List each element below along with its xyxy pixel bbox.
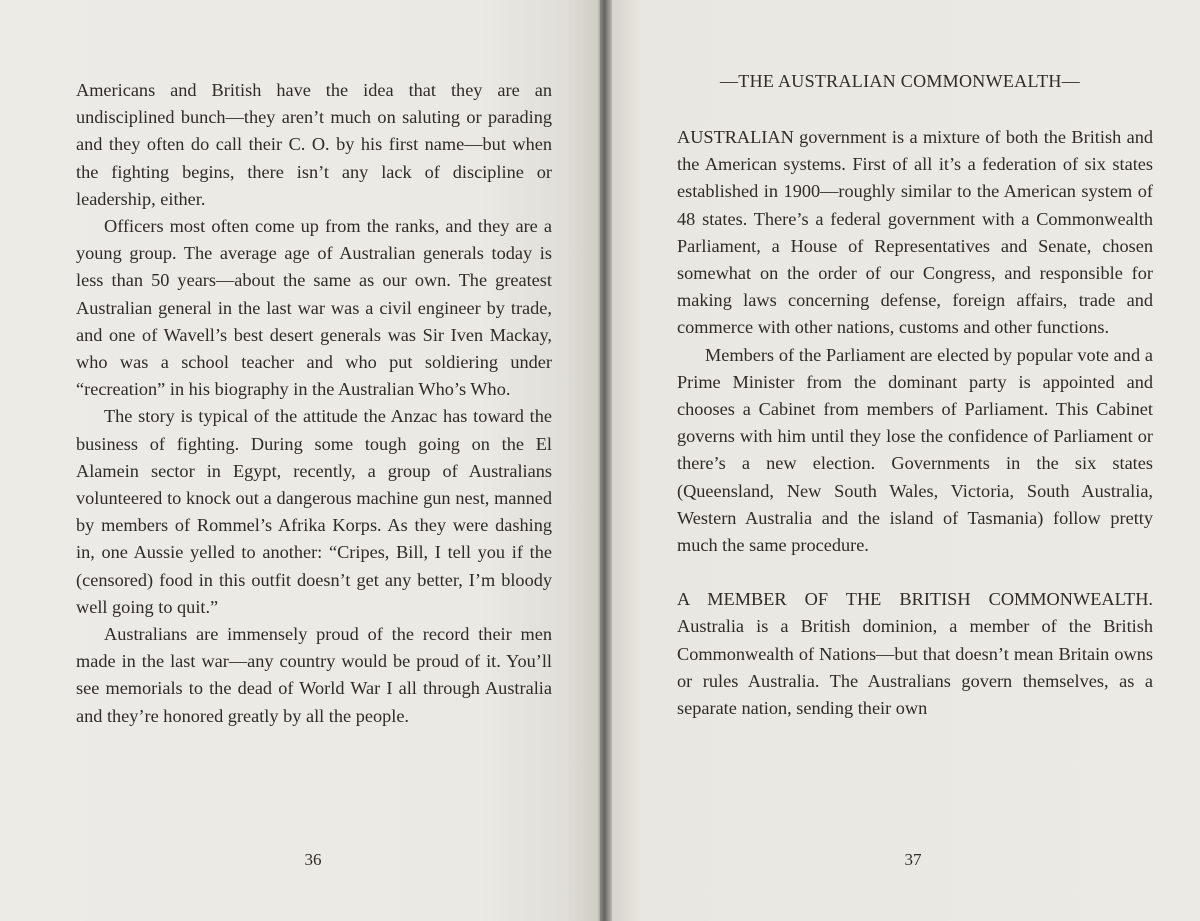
left-paragraph-2: Officers most often come up from the ranks, and they are a young group. The average age of Australian generals today is less than 50 years—about the same as our own. The greatest Australian general in the last war was a civil engineer by trade, and one of Wavell’s best desert generals was Sir Iven Mackay, who was a school teacher and who put soldiering under “recreation” in his biography in the Australian Who’s Who. [76, 216, 552, 400]
right-page [600, 0, 1200, 921]
right-page-number: 37 [904, 850, 922, 869]
section-gap [677, 559, 1153, 586]
book-gutter [598, 0, 612, 921]
right-paragraph-2: Members of the Parliament are elected by popular vote and a Prime Minister from the dominant party is appointed and chooses a Cabinet from members of Parliament. This Cabinet governs with him until they lose the confidence of Parliament or there’s a new election. Governments in the six states (Queensland, New South Wales, Victoria, South Australia, Western Australia and the island of Tasmania) follow pretty much the same procedure. [677, 344, 1153, 556]
left-page-number: 36 [304, 850, 322, 869]
left-paragraph-4: Australians are immensely proud of the record their men made in the last war—any country would be proud of it. You’ll see memorials to the dead of World War I all through Australia and they’re honored greatly by all the people. [76, 624, 552, 726]
left-page-body [76, 77, 552, 730]
left-paragraph-1: Americans and British have the idea that they are an undisciplined bunch—they aren’t much on saluting or parading and they often do call their C. O. by his first name—but when the fighting begins, there isn’t any lack of discipline or leadership, either. [76, 80, 552, 209]
right-paragraph-3: A MEMBER OF THE BRITISH COMMONWEALTH. Australia is a British dominion, a member of the British Commonwealth of Nations—but that doesn’t mean Britain owns or rules Australia. The Australians govern themselves, as a separate nation, sending their own [677, 589, 1153, 719]
left-paragraph-3: The story is typical of the attitude the Anzac has toward the business of fighting. During some tough going on the El Alamein sector in Egypt, recently, a group of Australians volunteered to knock out a dangerous machine gun nest, manned by members of Rommel’s Afrika Korps. As they were dashing in, one Aussie yelled to another: “Cripes, Bill, I tell you if the (censored) food in this outfit doesn’t get any better, I’m bloody well going to quit.” [76, 406, 552, 617]
running-head: —THE AUSTRALIAN COMMONWEALTH— [719, 71, 1081, 91]
right-paragraph-1: AUSTRALIAN government is a mixture of both the British and the American systems. First of all it’s a federation of six states established in 1900—roughly similar to the American system of 48 states. There’s a federal government with a Commonwealth Parliament, a House of Representatives and Senate, chosen somewhat on the order of our Congress, and responsible for making laws concerning defense, foreign affairs, trade and commerce with other nations, customs and other functions. [677, 127, 1153, 338]
right-page-body [677, 124, 1153, 722]
